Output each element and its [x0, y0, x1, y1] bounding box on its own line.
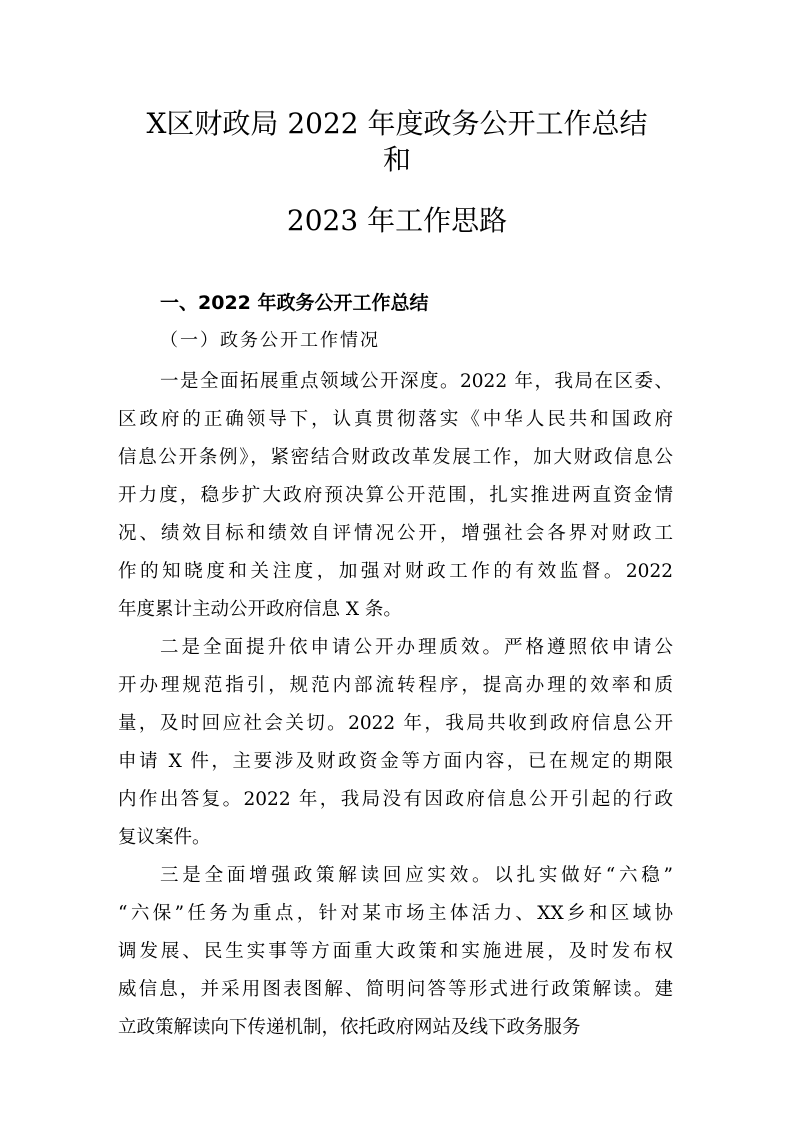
subsection-heading: （一）政务公开工作情况 — [160, 330, 380, 351]
paragraph-2-line: 复议案件。 — [118, 827, 211, 848]
paragraph-3-line: 威信息，并采用图表图解、简明问答等形式进行政策解读。建 — [118, 979, 673, 1000]
paragraph-2-line: 二是全面提升依申请公开办理质效。严格遵照依申请公 — [160, 637, 673, 658]
paragraph-3-line: 调发展、民生实事等方面重大政策和实施进展，及时发布权 — [118, 941, 673, 962]
paragraph-2-line: 申请 X 件，主要涉及财政资金等方面内容，已在规定的期限 — [118, 751, 673, 772]
paragraph-3-line: 三是全面增强政策解读回应实效。以扎实做好“六稳” — [160, 865, 673, 886]
paragraph-1-line: 况、绩效目标和绩效自评情况公开，增强社会各界对财政工 — [118, 523, 673, 544]
paragraph-2-line: 内作出答复。2022 年，我局没有因政府信息公开引起的行政 — [118, 789, 673, 810]
paragraph-1-line: 信息公开条例》，紧密结合财政改革发展工作，加大财政信息公 — [118, 447, 673, 468]
paragraph-2-line: 开办理规范指引，规范内部流转程序，提高办理的效率和质 — [118, 675, 673, 696]
paragraph-1-line: 开力度，稳步扩大政府预决算公开范围，扎实推进两直资金情 — [118, 485, 673, 506]
paragraph-1-line: 作的知晓度和关注度，加强对财政工作的有效监督。2022 — [118, 561, 673, 582]
paragraph-2-line: 量，及时回应社会关切。2022 年，我局共收到政府信息公开 — [118, 713, 673, 734]
document-title-line-3: 2023 年工作思路 — [286, 204, 508, 237]
section-heading: 一、2022 年政务公开工作总结 — [160, 292, 429, 314]
document-title-line-1: X区财政局 2022 年度政务公开工作总结 — [146, 107, 648, 140]
paragraph-3-line: “六保”任务为重点，针对某市场主体活力、XX乡和区域协 — [118, 903, 673, 924]
paragraph-1-line: 区政府的正确领导下，认真贯彻落实《中华人民共和国政府 — [118, 409, 673, 430]
paragraph-1-line: 年度累计主动公开政府信息 X 条。 — [118, 599, 402, 620]
paragraph-3-line: 立政策解读向下传递机制，依托政府网站及线下政务服务 — [118, 1017, 581, 1038]
paragraph-1-line: 一是全面拓展重点领域公开深度。2022 年，我局在区委、 — [160, 371, 673, 392]
document-title-line-2: 和 — [382, 143, 411, 176]
